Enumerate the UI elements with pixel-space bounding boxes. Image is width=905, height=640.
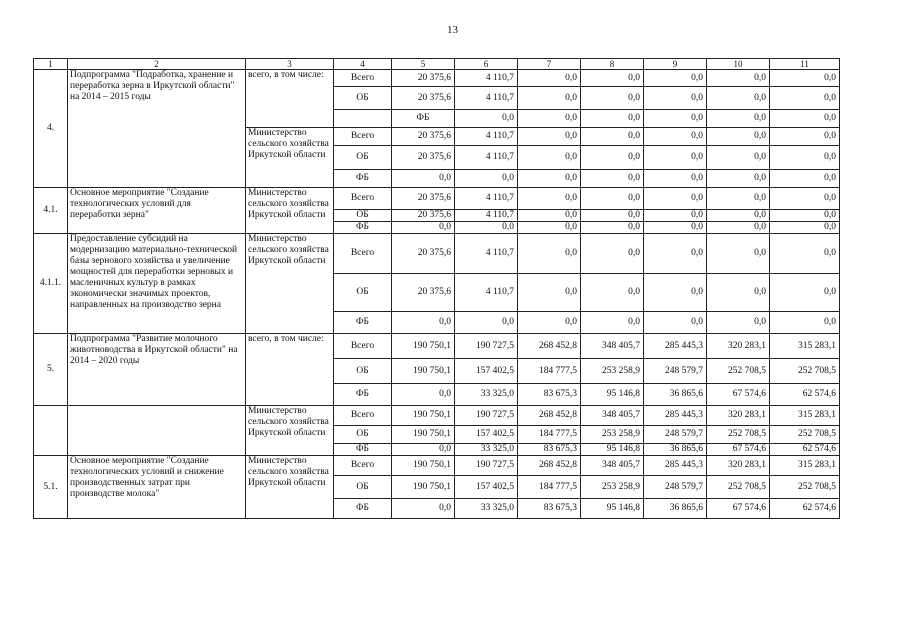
value-cell: 0,0 [770,188,840,210]
table-row [34,234,840,274]
value-cell: 0,0 [644,210,707,222]
value-cell: 20 375,6 [392,87,455,110]
funding-source-cell: ФБ [334,444,392,456]
value-cell: 20 375,6 [392,210,455,222]
value-cell: 190 750,1 [392,426,455,444]
program-name-cell [68,406,246,456]
row-number-cell: 5. [34,334,68,406]
value-cell: 190 750,1 [392,334,455,359]
value-cell: 0,0 [644,170,707,188]
value-cell: 0,0 [392,312,455,334]
row-number-cell: 4. [34,70,68,188]
value-cell: 252 708,5 [707,426,770,444]
executor-cell: всего, в том числе: [246,70,334,128]
value-cell: 4 110,7 [455,188,518,210]
value-cell: 315 283,1 [770,456,840,476]
value-cell: 315 283,1 [770,406,840,426]
executor-cell: Министерство сельского хозяйства Иркутской области [246,234,334,334]
value-cell: 0,0 [644,274,707,312]
value-cell: 4 110,7 [455,234,518,274]
value-cell: 248 579,7 [644,359,707,384]
value-cell: 0,0 [707,128,770,146]
page-number: 13 [447,24,458,36]
value-cell: 20 375,6 [392,128,455,146]
funding-source-cell: ОБ [334,87,392,110]
value-cell: 0,0 [518,234,581,274]
value-cell: 36 865,6 [644,444,707,456]
executor-cell: Министерство сельского хозяйства Иркутской области [246,406,334,456]
program-name-cell: Основное мероприятие "Создание технологических условий для переработки зерна" [68,188,246,234]
funding-source-cell: Всего [334,334,392,359]
header-cell: 2 [68,59,246,70]
value-cell: 320 283,1 [707,406,770,426]
program-name-cell: Подпрограмма "Развитие молочного животноводства в Иркутской области" на 2014 – 2020 годы [68,334,246,406]
value-cell: 348 405,7 [581,406,644,426]
value-cell: 0,0 [707,110,770,128]
value-cell: 252 708,5 [770,476,840,499]
value-cell: 157 402,5 [455,426,518,444]
value-cell: 0,0 [581,70,644,87]
value-cell: 0,0 [392,444,455,456]
funding-source-cell: ОБ [334,274,392,312]
value-cell: 83 675,3 [518,384,581,406]
header-cell: 5 [392,59,455,70]
value-cell: 33 325,0 [455,444,518,456]
row-number-cell [34,406,68,456]
header-row [34,59,840,70]
value-cell: 0,0 [707,87,770,110]
value-cell: 0,0 [581,110,644,128]
value-cell: 0,0 [644,312,707,334]
table-row [34,188,840,210]
value-cell: 0,0 [770,234,840,274]
value-cell: 0,0 [707,234,770,274]
value-cell: 0,0 [581,210,644,222]
funding-source-cell: ОБ [334,359,392,384]
value-cell: 0,0 [707,210,770,222]
executor-cell: всего, в том числе: [246,334,334,406]
value-cell: 0,0 [392,499,455,519]
value-cell: 0,0 [770,70,840,87]
funding-source-cell: ОБ [334,426,392,444]
value-cell: 0,0 [770,210,840,222]
value-cell: 253 258,9 [581,476,644,499]
value-cell: 0,0 [770,87,840,110]
value-cell: 0,0 [644,188,707,210]
program-name-cell: Предоставление субсидий на модернизацию материально-технической базы зернового хозяйства и увеличение мощностей для переработки зерновых и масленичных культур в рамках экономически значимых проектов, направленных на производство зерна [68,234,246,334]
funding-source-cell: ФБ [334,222,392,234]
value-cell: 0,0 [770,312,840,334]
value-cell: 0,0 [518,188,581,210]
executor-cell [334,110,392,128]
value-cell: 0,0 [644,70,707,87]
value-cell: 0,0 [455,170,518,188]
value-cell: 0,0 [518,87,581,110]
value-cell: 252 708,5 [770,359,840,384]
value-cell: 184 777,5 [518,426,581,444]
value-cell: 157 402,5 [455,476,518,499]
value-cell: 62 574,6 [770,499,840,519]
value-cell: 33 325,0 [455,384,518,406]
value-cell: 0,0 [707,312,770,334]
header-cell: 9 [644,59,707,70]
value-cell: 0,0 [581,87,644,110]
value-cell: 268 452,8 [518,456,581,476]
program-name-cell: Основное мероприятие "Создание технологических условий и снижение производственных затрат при производстве молока" [68,456,246,519]
budget-table [33,58,840,519]
funding-source-cell: Всего [334,456,392,476]
value-cell: 0,0 [770,222,840,234]
executor-cell: Министерство сельского хозяйства Иркутской области [246,128,334,188]
header-cell: 11 [770,59,840,70]
value-cell: 190 727,5 [455,456,518,476]
program-name-cell: Подпрограмма "Подработка, хранение и переработка зерна в Иркутской области" на 2014 – 2015 годы [68,70,246,188]
value-cell: 0,0 [518,110,581,128]
value-cell: 20 375,6 [392,188,455,210]
value-cell: 83 675,3 [518,499,581,519]
funding-source-cell: ОБ [334,146,392,170]
funding-source-cell: ОБ [334,210,392,222]
header-cell: 10 [707,59,770,70]
value-cell: 320 283,1 [707,456,770,476]
value-cell: 285 445,3 [644,334,707,359]
value-cell: 268 452,8 [518,334,581,359]
value-cell: 0,0 [581,128,644,146]
funding-source-cell: ФБ [334,312,392,334]
value-cell: 0,0 [770,170,840,188]
row-number-cell: 4.1. [34,188,68,234]
value-cell: 4 110,7 [455,70,518,87]
value-cell: 67 574,6 [707,384,770,406]
value-cell: 4 110,7 [455,87,518,110]
value-cell: 95 146,8 [581,444,644,456]
value-cell: 0,0 [707,146,770,170]
value-cell: 348 405,7 [581,334,644,359]
row-number-cell: 5.1. [34,456,68,519]
value-cell: 252 708,5 [707,359,770,384]
value-cell: 0,0 [518,170,581,188]
value-cell: 348 405,7 [581,456,644,476]
value-cell: 157 402,5 [455,359,518,384]
header-cell: 1 [34,59,68,70]
value-cell: 0,0 [644,146,707,170]
value-cell: 285 445,3 [644,406,707,426]
header-cell: 6 [455,59,518,70]
value-cell: 4 110,7 [455,210,518,222]
value-cell: 190 750,1 [392,476,455,499]
value-cell: 0,0 [518,128,581,146]
table-row [34,456,840,476]
value-cell: 0,0 [581,274,644,312]
funding-source-cell: Всего [334,188,392,210]
value-cell: 67 574,6 [707,444,770,456]
value-cell: 0,0 [707,170,770,188]
table-row [34,406,840,426]
value-cell: 4 110,7 [455,146,518,170]
value-cell: 190 727,5 [455,334,518,359]
value-cell: 0,0 [770,110,840,128]
value-cell: 0,0 [455,312,518,334]
value-cell: 0,0 [707,188,770,210]
value-cell: 36 865,6 [644,499,707,519]
value-cell: 0,0 [518,70,581,87]
value-cell: 184 777,5 [518,359,581,384]
header-cell: 7 [518,59,581,70]
value-cell: 268 452,8 [518,406,581,426]
value-cell: 0,0 [770,146,840,170]
value-cell: 0,0 [581,170,644,188]
value-cell: 0,0 [707,222,770,234]
value-cell: 0,0 [581,146,644,170]
value-cell: 0,0 [581,234,644,274]
header-cell: 3 [246,59,334,70]
value-cell: 0,0 [518,222,581,234]
header-cell: 4 [334,59,392,70]
funding-source-cell: ОБ [334,476,392,499]
value-cell: 0,0 [644,234,707,274]
row-number-cell: 4.1.1. [34,234,68,334]
value-cell: 0,0 [581,188,644,210]
value-cell: 190 750,1 [392,359,455,384]
table-row [34,70,840,87]
value-cell: 83 675,3 [518,444,581,456]
funding-source-cell: ФБ [334,499,392,519]
value-cell: 0,0 [518,210,581,222]
funding-source-cell: ФБ [334,384,392,406]
funding-source-cell: ФБ [334,170,392,188]
value-cell: 62 574,6 [770,384,840,406]
value-cell: 315 283,1 [770,334,840,359]
value-cell: 0,0 [707,70,770,87]
value-cell: 33 325,0 [455,499,518,519]
value-cell: 190 750,1 [392,406,455,426]
value-cell: 252 708,5 [770,426,840,444]
value-cell: 0,0 [770,274,840,312]
value-cell: 0,0 [644,87,707,110]
funding-source-cell: Всего [334,234,392,274]
funding-source-cell: Всего [334,406,392,426]
value-cell: 248 579,7 [644,426,707,444]
value-cell: 0,0 [581,222,644,234]
value-cell: 320 283,1 [707,334,770,359]
value-cell: 0,0 [644,222,707,234]
value-cell: 253 258,9 [581,359,644,384]
value-cell: 20 375,6 [392,274,455,312]
value-cell: 248 579,7 [644,476,707,499]
value-cell: 4 110,7 [455,274,518,312]
value-cell: 0,0 [392,170,455,188]
executor-cell: Министерство сельского хозяйства Иркутской области [246,456,334,519]
value-cell: 190 727,5 [455,406,518,426]
value-cell: 253 258,9 [581,426,644,444]
value-cell: 20 375,6 [392,70,455,87]
value-cell: 0,0 [455,222,518,234]
value-cell: 0,0 [455,110,518,128]
value-cell: 36 865,6 [644,384,707,406]
value-cell: 95 146,8 [581,384,644,406]
value-cell: 285 445,3 [644,456,707,476]
value-cell: 4 110,7 [455,128,518,146]
value-cell: 184 777,5 [518,476,581,499]
header-cell: 8 [581,59,644,70]
funding-source-cell: Всего [334,128,392,146]
value-cell: 67 574,6 [707,499,770,519]
value-cell: 0,0 [518,312,581,334]
value-cell: 0,0 [581,312,644,334]
value-cell: 0,0 [707,274,770,312]
value-cell: 0,0 [392,384,455,406]
value-cell: 190 750,1 [392,456,455,476]
value-cell: 0,0 [518,146,581,170]
value-cell: 20 375,6 [392,146,455,170]
value-cell: 62 574,6 [770,444,840,456]
funding-source-cell: Всего [334,70,392,87]
executor-cell: Министерство сельского хозяйства Иркутской области [246,188,334,234]
value-cell: 95 146,8 [581,499,644,519]
value-cell: 0,0 [770,128,840,146]
value-cell: 20 375,6 [392,234,455,274]
value-cell: 0,0 [644,128,707,146]
value-cell: 0,0 [392,222,455,234]
funding-source-cell: ФБ [392,110,455,128]
value-cell: 0,0 [644,110,707,128]
value-cell: 0,0 [518,274,581,312]
value-cell: 252 708,5 [707,476,770,499]
table-row [34,334,840,359]
